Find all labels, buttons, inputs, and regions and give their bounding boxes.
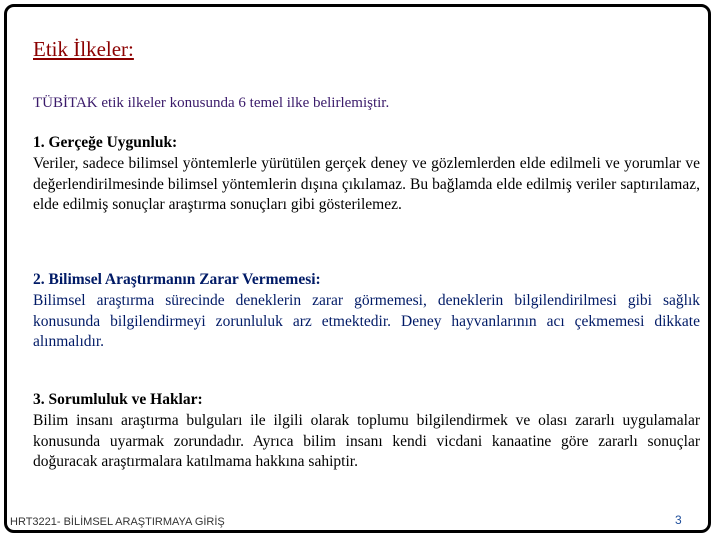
course-footer: HRT3221- BİLİMSEL ARAŞTIRMAYA GİRİŞ [10,516,225,528]
section-no-harm [33,269,700,353]
section-heading: 3. Sorumluluk ve Haklar: [33,391,203,408]
slide-title: Etik İlkeler: [33,37,134,61]
section-heading: 1. Gerçeğe Uygunluk: [33,134,178,151]
section-body: Veriler, sadece bilimsel yöntemlerle yürütülen gerçek deney ve gözlemlerden elde edilmeli ve yorumlar ve değerlendirilmesinde bilimsel yöntemlerin dışına çıkılamaz. Bu bağlamda elde edilmiş veriler saptırılamaz, elde edilmiş sonuçlar araştırma sonuçları gibi gösterilemez. [33,155,700,213]
section-body: Bilim insanı araştırma bulguları ile ilgili olarak toplumu bilgilendirmek ve olası zararlı uygulamalar konusunda uyarmak zorundadır. Ayrıca bilim insanı kendi vicdani kanaatine göre zararlı sonuçlar doğuracak araştırmalara katılmama hakkına sahiptir. [33,412,700,470]
section-responsibility [33,389,700,473]
section-body: Bilimsel araştırma sürecinde deneklerin zarar görmemesi, deneklerin bilgilendirilmesi gibi sağlık konusunda bilgilendirmeyi zorunluluk arz etmektedir. Deney hayvanlarının acı çekmemesi dikkate alınmalıdır. [33,292,700,350]
intro-text: TÜBİTAK etik ilkeler konusunda 6 temel ilke belirlemiştir. [33,95,390,111]
page-number: 3 [675,513,682,527]
section-truthfulness [33,132,700,216]
section-heading: 2. Bilimsel Araştırmanın Zarar Vermemesi: [33,271,321,288]
slide-frame [4,4,711,533]
